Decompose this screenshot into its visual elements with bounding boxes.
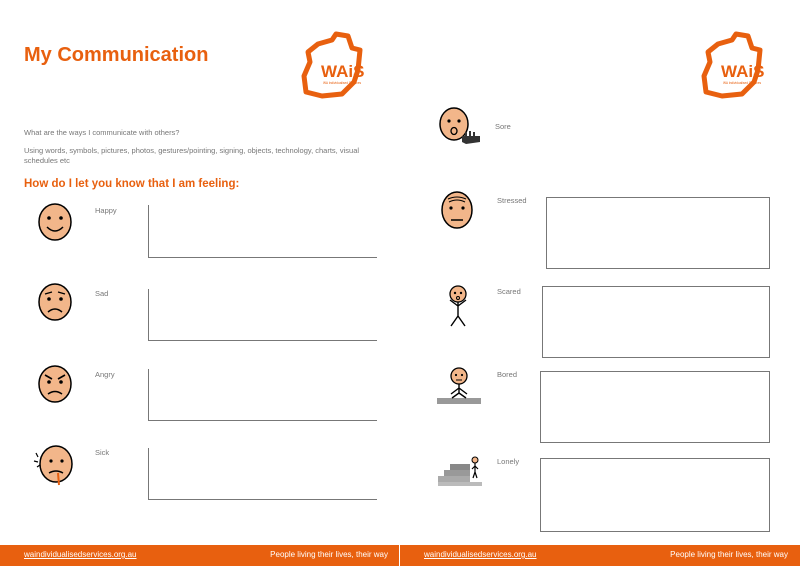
response-box-stressed[interactable] (546, 197, 770, 269)
response-box-scared[interactable] (542, 286, 770, 358)
sick-face-icon (32, 443, 78, 487)
sad-face-icon (37, 282, 73, 322)
bored-person-icon (437, 366, 481, 408)
response-box-bored[interactable] (540, 371, 770, 443)
feeling-label-sad: Sad (95, 289, 109, 298)
angry-face-icon (37, 364, 73, 404)
wais-logo-right (696, 30, 776, 102)
scared-person-icon (442, 284, 472, 328)
feeling-label-sore: Sore (495, 122, 511, 131)
stressed-face-icon (440, 190, 474, 230)
feeling-label-lonely: Lonely (497, 457, 520, 466)
happy-face-icon (37, 202, 73, 242)
feeling-label-stressed: Stressed (497, 196, 527, 205)
sore-face-icon (436, 106, 484, 148)
page-title: My Communication (24, 44, 209, 66)
footer-bar (0, 545, 800, 566)
footer-right (400, 545, 800, 566)
wais-logo (296, 30, 376, 102)
right-page (400, 0, 800, 566)
feeling-label-bored: Bored (497, 370, 518, 379)
response-box-angry[interactable] (148, 369, 377, 421)
footer-url-link[interactable]: waindividualisedservices.org.au (24, 550, 137, 559)
feeling-label-sick: Sick (95, 448, 110, 457)
intro-question: What are the ways I communicate with others? (24, 128, 180, 137)
lonely-person-icon (438, 452, 484, 486)
footer-tagline: People living their lives, their way (270, 550, 388, 559)
response-box-happy[interactable] (148, 205, 377, 258)
feeling-label-scared: Scared (497, 287, 521, 296)
logo-wordmark: WAiS (321, 62, 365, 81)
logo-subtitle: WA Individualised Services (323, 81, 362, 85)
section-heading: How do I let you know that I am feeling: (24, 178, 240, 190)
feeling-label-happy: Happy (95, 206, 117, 215)
response-box-sad[interactable] (148, 289, 377, 341)
footer-left (0, 545, 400, 566)
footer-tagline-right: People living their lives, their way (670, 550, 788, 559)
logo-wordmark-right: WAiS (721, 62, 765, 81)
intro-hint: Using words, symbols, pictures, photos, gestures/pointing, signing, objects, technology, charts, visual schedules etc (24, 146, 360, 165)
feeling-label-angry: Angry (95, 370, 115, 379)
response-box-sick[interactable] (148, 448, 377, 500)
footer-url-link-right[interactable]: waindividualisedservices.org.au (424, 550, 537, 559)
logo-subtitle-right: WA Individualised Services (723, 81, 762, 85)
response-box-lonely[interactable] (540, 458, 770, 532)
